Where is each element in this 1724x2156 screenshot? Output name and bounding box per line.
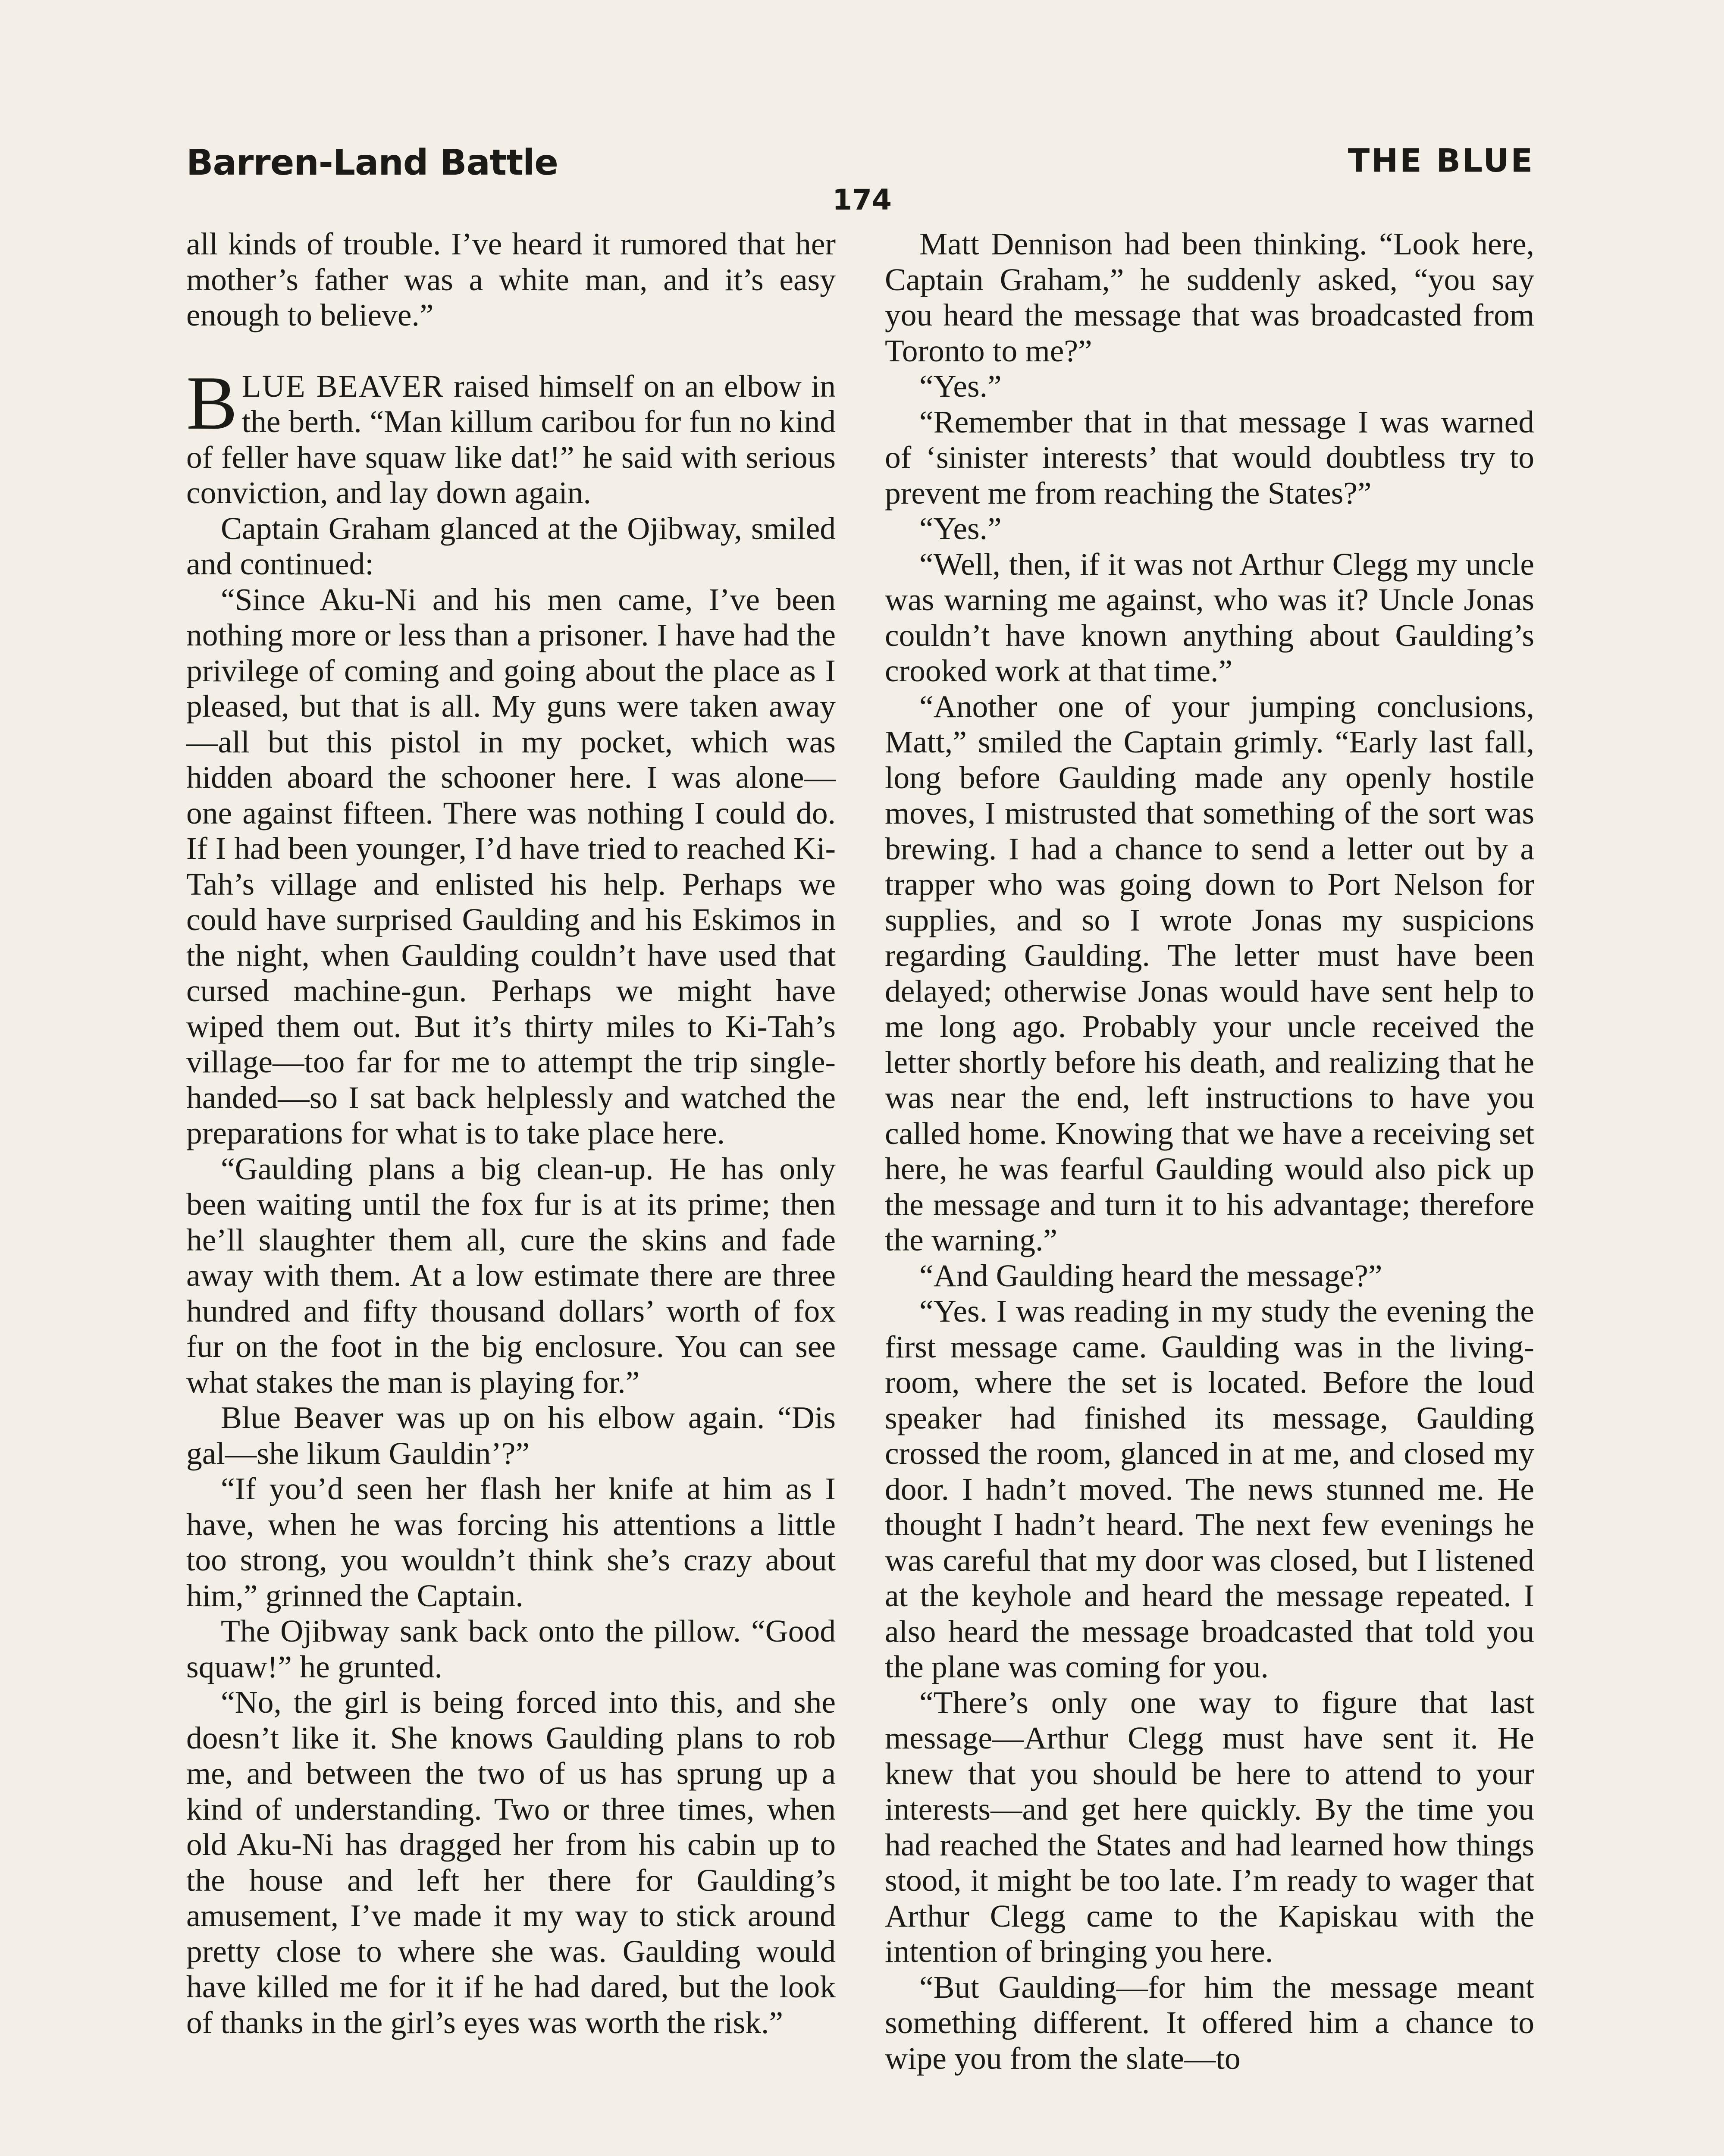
story-title: Barren-Land Battle — [186, 142, 558, 183]
paragraph: “Gaulding plans a big clean-up. He has only been waiting until the fox fur is at its prime; then he’ll slaughter them all, cure the skins and fade away with them. At a low estimate there are three hundred and fifty thousand dollars’ worth of fox fur on the foot in the big enclosure. You can see what stakes the man is playing for.” — [186, 1151, 836, 1400]
paragraph: “And Gaulding heard the message?” — [919, 1258, 1382, 1293]
drop-cap: B — [186, 360, 238, 445]
paragraph: “Another one of your jumping conclusions, Matt,” smiled the Captain grimly. “Early last fall, long before Gaulding made any openly hostile moves, I mistrusted that something of the sort was brewing. I had a chance to send a letter out by a trapper who was going down to Port Nelson for supplies, and so I wrote Jonas my suspicions regarding Gaulding. The letter must have been delayed; otherwise Jonas would have sent help to me long ago. Probably your uncle received the letter shortly before his death, and realizing that he was near the end, left instructions to have you called home. Knowing that we have a receiving set here, he was fearful Gaulding would also pick up the message and turn it to his advantage; therefore the warning.” — [885, 689, 1534, 1257]
paragraph: “Yes.” — [919, 369, 1002, 404]
paragraph: Blue Beaver was up on his elbow again. “Dis gal—she likum Gauldin’?” — [186, 1400, 836, 1471]
paragraph: Captain Graham glanced at the Ojibway, smiled and continued: — [186, 511, 836, 581]
paragraph: “Yes.” — [919, 511, 1002, 546]
running-head — [186, 142, 1534, 190]
paragraph: “But Gaulding—for him the message meant something different. It offered him a chance to wipe you from the slate—to — [885, 1969, 1534, 2076]
magazine-title: THE BLUE — [1348, 142, 1534, 179]
paragraph: all kinds of trouble. I’ve heard it rumored that her mother’s father was a white man, and it’s easy enough to believe.” — [186, 226, 836, 332]
paragraph: The Ojibway sank back onto the pillow. “Good squaw!” he grunted. — [186, 1614, 836, 1684]
paragraph: “Well, then, if it was not Arthur Clegg my uncle was warning me against, who was it? Uncle Jonas couldn’t have known anything about Gaulding’s crooked work at that time.” — [885, 546, 1534, 688]
paragraph: “No, the girl is being forced into this, and she doesn’t like it. She knows Gaulding plans to rob me, and between the two of us has sprung up a kind of understanding. Two or three times, when old Aku-Ni has dragged her from his cabin up to the house and left her there for Gaulding’s amusement, I’ve made it my way to stick around pretty close to where she was. Gaulding would have killed me for it if he had dared, but the look of thanks in the girl’s eyes was worth the risk.” — [186, 1685, 836, 2040]
paragraph-text: raised himself on an elbow in the berth. “Man killum caribou for fun no kind of feller have squaw like dat!” he said with serious conviction, and lay down again. — [186, 368, 836, 510]
paragraph: “Since Aku-Ni and his men came, I’ve been nothing more or less than a prisoner. I have had the privilege of coming and going about the place as I pleased, but that is all. My guns were taken away—all but this pistol in my pocket, which was hidden aboard the schooner here. I was alone—one against fifteen. There was nothing I could do. If I had been younger, I’d have tried to reached Ki-Tah’s village and enlisted his help. Perhaps we could have surprised Gaulding and his Eskimos in the night, when Gaulding couldn’t have used that cursed machine-gun. Perhaps we might have wiped them out. But it’s thirty miles to Ki-Tah’s village—too far for me to attempt the trip single-handed—so I sat back helplessly and watched the preparations for what is to take place here. — [186, 582, 836, 1150]
page-number: 174 — [832, 183, 892, 216]
left-column — [186, 226, 836, 2040]
right-column — [885, 226, 1534, 2076]
paragraph: Matt Dennison had been thinking. “Look here, Captain Graham,” he suddenly asked, “you say you heard the message that was broadcasted from Toronto to me?” — [885, 226, 1534, 368]
paragraph: “Remember that in that message I was warned of ‘sinister interests’ that would doubtless try to prevent me from reaching the States?” — [885, 404, 1534, 511]
lead-in-smallcaps: LUE BEAVER — [241, 368, 445, 404]
paragraph: “There’s only one way to figure that last message—Arthur Clegg must have sent it. He knew that you should be here to attend to your interests—and get here quickly. By the time you had reached the States and had learned how things stood, it might be too late. I’m ready to wager that Arthur Clegg came to the Kapiskau with the intention of bringing you here. — [885, 1685, 1534, 1969]
paragraph: “If you’d seen her flash her knife at him as I have, when he was forcing his attentions a little too strong, you wouldn’t think she’s crazy about him,” grinned the Captain. — [186, 1471, 836, 1613]
paragraph-dropcap — [186, 360, 836, 511]
paragraph: “Yes. I was reading in my study the evening the first message came. Gaulding was in the living-room, where the set is located. Before the loud speaker had finished its message, Gaulding crossed the room, glanced in at me, and closed my door. I hadn’t moved. The news stunned me. He thought I hadn’t heard. The next few evenings he was careful that my door was closed, but I listened at the keyhole and heard the message repeated. I also heard the message broadcasted that told you the plane was coming for you. — [885, 1294, 1534, 1684]
